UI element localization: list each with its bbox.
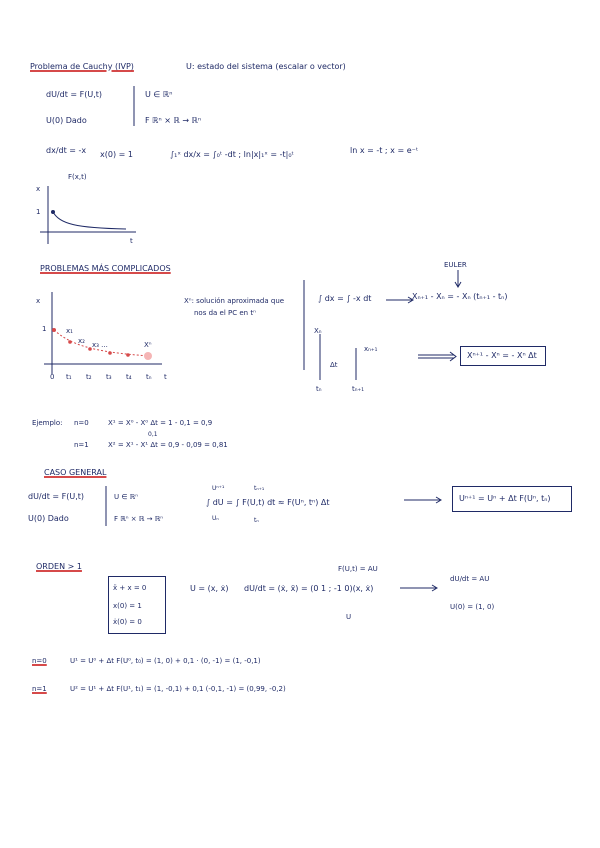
example1-init: x(0) = 1 — [100, 150, 133, 159]
general-arrow — [404, 496, 444, 506]
euler-label: EULER — [444, 261, 467, 269]
general-init: U(0) Dado — [28, 514, 69, 523]
xn-note-line1: Xⁿ: solución aproximada que — [184, 297, 285, 305]
general-result-box — [452, 486, 572, 512]
graph1-y0: 1 — [36, 208, 41, 216]
order-result1: dU/dt = AU — [450, 575, 490, 583]
ivp-map: F ℝⁿ × ℝ → ℝⁿ — [145, 116, 202, 125]
section-order-title: ORDEN > 1 — [36, 562, 82, 571]
general-equation: dU/dt = F(U,t) — [28, 492, 85, 501]
graph2-point-0 — [52, 328, 56, 332]
general-lim-bot1: Uₙ — [212, 515, 219, 522]
order-f-label: F(U,t) = AU — [338, 565, 378, 573]
graph2-tick-tn: tₙ — [146, 373, 152, 381]
general-integral: ∫ dU = ∫ F(U,t) dt ≈ F(Uⁿ, tⁿ) Δt — [206, 498, 330, 507]
state-definition: U: estado del sistema (escalar o vector) — [186, 62, 346, 71]
general-lim-top1: Uⁿ⁺¹ — [212, 485, 225, 492]
page-title: Problema de Cauchy (IVP) — [30, 62, 134, 71]
example2-row0: X¹ = X⁰ - X⁰ Δt = 1 - 0,1 = 0,9 — [108, 419, 213, 427]
order-u-label: U — [346, 613, 352, 621]
graph2-tick-0: 0 — [50, 373, 55, 381]
general-brace — [104, 486, 114, 526]
graph2-ylabel: x — [36, 297, 41, 305]
example1-integral: ∫₁ˣ dx/x = ∫₀ᵗ -dt ; ln|x|₁ˣ = -t|₀ᵗ — [170, 150, 294, 159]
graph1-initial-point — [51, 210, 55, 214]
order-sys3: ẋ(0) = 0 — [113, 618, 142, 626]
graph1-ylabel: x — [36, 185, 41, 193]
general-domain: U ∈ ℝⁿ — [114, 493, 139, 501]
euler-result: Xⁿ⁺¹ - Xⁿ = - Xⁿ Δt — [467, 351, 537, 360]
steps-n1: n=1 — [32, 685, 47, 693]
steps-row0: U¹ = U⁰ + Δt F(U⁰, t₀) = (1, 0) + 0,1 · (0, -1) = (1, -0,1) — [70, 657, 261, 665]
graph2-label-x2: x₂ — [78, 337, 85, 345]
graph2-point-n — [144, 352, 152, 360]
euler-double-arrow — [418, 352, 458, 362]
graph2-tick-t: t — [164, 373, 167, 381]
order-du-dt: dU/dt = (ẋ, ẍ) = (0 1 ; -1 0)(x, ẋ) — [244, 584, 374, 593]
general-lim-bot2: tₙ — [254, 517, 259, 524]
graph2-y0: 1 — [42, 325, 47, 333]
order-sys2: x(0) = 1 — [113, 602, 142, 610]
graph2-tick-t1: t₁ — [66, 373, 72, 381]
euler-formula: Xₙ₊₁ - Xₙ = - Xₙ (tₙ₊₁ - tₙ) — [412, 292, 508, 301]
graph2-tick-t4: t₄ — [126, 373, 132, 381]
graph2-tick-t2: t₂ — [86, 373, 92, 381]
example1-ode: dx/dt = -x — [46, 146, 87, 155]
example1-solution: ln x = -t ; x = e⁻ᵗ — [350, 146, 419, 155]
example2-row1: X² = X¹ - X¹ Δt = 0,9 - 0,09 = 0,81 — [108, 441, 228, 449]
order-arrow — [400, 584, 440, 594]
general-lim-top2: tₙ₊₁ — [254, 485, 265, 492]
section2-divider — [300, 280, 310, 370]
order-sys1: ẍ + x = 0 — [113, 584, 147, 592]
general-result: Uⁿ⁺¹ = Uⁿ + Δt F(Uⁿ, tₙ) — [459, 494, 551, 503]
euler-step-diagram — [318, 334, 378, 384]
euler-graph — [40, 292, 170, 382]
steps-n0: n=0 — [32, 657, 47, 665]
general-map: F ℝⁿ × ℝ → ℝⁿ — [114, 515, 164, 523]
euler-integral: ∫ dx = ∫ -x dt — [318, 294, 372, 303]
ivp-equation: dU/dt = F(U,t) — [46, 90, 103, 99]
euler-tn1: tₙ₊₁ — [352, 385, 365, 393]
graph2-point-4 — [126, 353, 130, 357]
graph2-label-xn: Xⁿ — [144, 341, 152, 349]
euler-dt: Δt — [330, 361, 338, 369]
graph2-point-1 — [68, 340, 72, 344]
euler-result-box — [460, 346, 546, 366]
section-general-title: CASO GENERAL — [44, 468, 107, 477]
ivp-init: U(0) Dado — [46, 116, 87, 125]
steps-row1: U² = U¹ + Δt F(U¹, t₁) = (1, -0,1) + 0,1 (-0,1, -1) = (0,99, -0,2) — [70, 685, 286, 693]
order-result2: U(0) = (1, 0) — [450, 603, 495, 611]
example2-n0: n=0 — [74, 419, 89, 427]
graph2-label-x3: x₃ ... — [92, 341, 108, 349]
ivp-brace — [132, 86, 142, 126]
euler-xn: Xₙ — [314, 327, 322, 335]
section-complicated-title: PROBLEMAS MÁS COMPLICADOS — [40, 264, 171, 273]
euler-arrow — [454, 270, 464, 290]
ivp-domain: U ∈ ℝⁿ — [145, 90, 173, 99]
euler-xn1: xₙ₊₁ — [364, 345, 378, 353]
graph2-point-3 — [108, 351, 112, 355]
order-system-box — [108, 576, 166, 634]
euler-tn: tₙ — [316, 385, 322, 393]
graph2-label-x1: x₁ — [66, 327, 73, 335]
graph1-xlabel: t — [130, 237, 133, 245]
example2-row0-sub: 0,1 — [148, 431, 158, 438]
order-u-def: U = (x, ẋ) — [190, 584, 229, 593]
example2-n1: n=1 — [74, 441, 89, 449]
graph2-tick-t3: t₃ — [106, 373, 112, 381]
xn-note-line2: nos da el PC en tⁿ — [194, 309, 256, 317]
example1-f: F(x,t) — [68, 173, 87, 181]
example2-label: Ejemplo: — [32, 419, 63, 427]
graph1-curve — [53, 212, 126, 229]
